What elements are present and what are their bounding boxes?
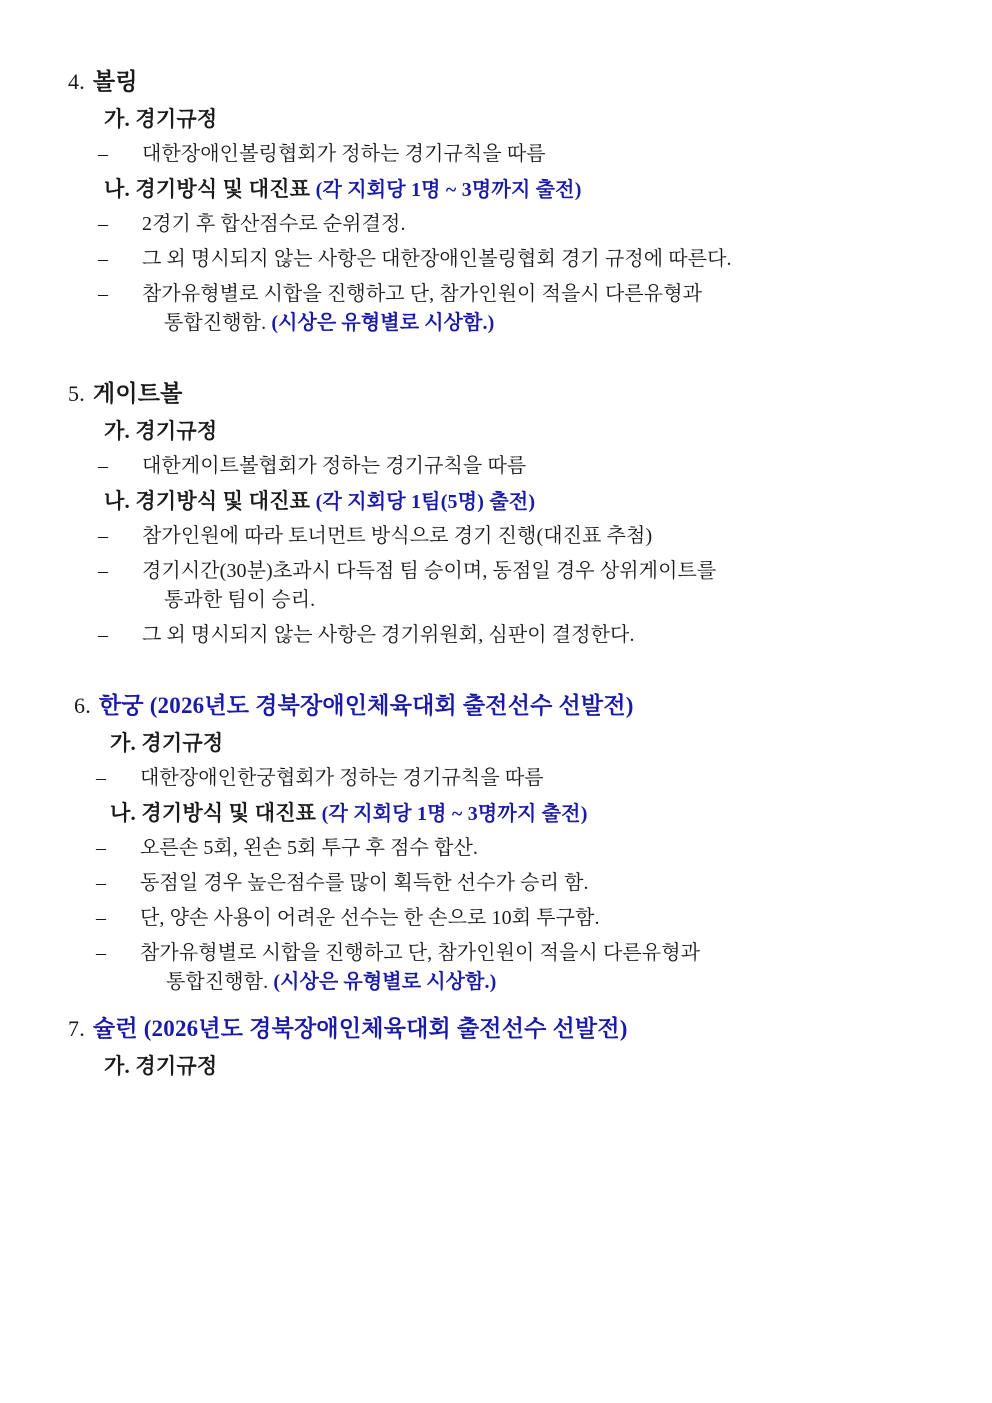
- subsection-format-heading: [60, 803, 932, 824]
- section-bowling: [60, 70, 932, 333]
- section-title-suffix: (2026년도 경북장애인체육대회 출전선수 선발전): [143, 1016, 628, 1041]
- subsection-format-heading: [60, 179, 932, 200]
- subsection-rules-label: 가. 경기규정: [110, 731, 224, 755]
- subsection-rules-heading: [60, 1056, 932, 1077]
- list-item: [60, 526, 932, 546]
- dash-bullet-icon: –: [98, 143, 109, 165]
- list-item: [60, 873, 932, 893]
- list-item-text: 그 외 명시되지 않는 사항은 대한장애인볼링협회 경기 규정에 따른다.: [142, 248, 732, 270]
- dash-bullet-icon: –: [98, 455, 109, 477]
- list-item-text: 동점일 경우 높은점수를 많이 획득한 선수가 승리 함.: [140, 872, 589, 894]
- section-spacer: [60, 660, 932, 694]
- list-item-text: 대한장애인볼링협회가 정하는 경기규칙을 따름: [142, 143, 546, 165]
- dash-bullet-icon: –: [98, 213, 109, 235]
- subsection-rules-label: 가. 경기규정: [104, 1054, 218, 1078]
- list-item-text: 단, 양손 사용이 어려운 선수는 한 손으로 10회 투구함.: [140, 907, 600, 929]
- subsection-format-heading: [60, 491, 932, 512]
- section-heading: [60, 1017, 932, 1040]
- dash-bullet-icon: –: [96, 942, 107, 964]
- section-spacer: [60, 348, 932, 382]
- subsection-rules-heading: [60, 421, 932, 442]
- dash-bullet-icon: –: [98, 283, 109, 305]
- section-heading: [60, 694, 932, 717]
- list-item-text: 2경기 후 합산점수로 순위결정.: [142, 213, 406, 235]
- list-item: [60, 908, 932, 928]
- list-item-text: 대한게이트볼협회가 정하는 경기규칙을 따름: [142, 455, 527, 477]
- subsection-rules-label: 가. 경기규정: [104, 107, 218, 131]
- dash-bullet-icon: –: [98, 525, 109, 547]
- dash-bullet-icon: –: [98, 560, 109, 582]
- list-item-text: 참가인원에 따라 토너먼트 방식으로 경기 진행(대진표 추첨): [142, 525, 653, 547]
- section-title-suffix: (2026년도 경북장애인체육대회 출전선수 선발전): [149, 693, 634, 718]
- section-title: 한궁: [98, 693, 144, 718]
- list-item: [60, 768, 932, 788]
- dash-bullet-icon: –: [96, 872, 107, 894]
- section-heading: [60, 382, 932, 405]
- section-gateball: [60, 382, 932, 645]
- section-index: 7.: [68, 1016, 85, 1041]
- subsection-format-label: 나. 경기방식 및 대진표: [110, 801, 317, 825]
- list-item: [60, 249, 932, 269]
- section-title: 볼링: [92, 69, 138, 94]
- list-item-text: 경기시간(30분)초과시 다득점 팀 승이며, 동점일 경우 상위게이트를: [142, 560, 717, 582]
- subsection-rules-heading: [60, 733, 932, 754]
- dash-bullet-icon: –: [96, 907, 107, 929]
- section-index: 6.: [74, 693, 91, 718]
- list-item-continuation-text: 통합진행함.: [166, 971, 269, 993]
- list-item-continuation-text: 통과한 팀이 승리.: [164, 589, 316, 611]
- subsection-format-label: 나. 경기방식 및 대진표: [104, 177, 311, 201]
- list-item: [60, 284, 932, 304]
- section-title: 슐런: [92, 1016, 138, 1041]
- subsection-format-note: (각 지회당 1팀(5명) 출전): [315, 491, 536, 513]
- list-item: [60, 214, 932, 234]
- list-item: [60, 838, 932, 858]
- list-item-text: 참가유형별로 시합을 진행하고 단, 참가인원이 적을시 다른유형과: [140, 942, 701, 964]
- list-item-text: 그 외 명시되지 않는 사항은 경기위원회, 심판이 결정한다.: [142, 624, 635, 646]
- section-shuffleboard: [60, 1017, 932, 1077]
- list-item-continuation: [60, 313, 932, 333]
- subsection-rules-heading: [60, 109, 932, 130]
- subsection-format-label: 나. 경기방식 및 대진표: [104, 489, 311, 513]
- section-title: 게이트볼: [92, 381, 183, 406]
- dash-bullet-icon: –: [98, 624, 109, 646]
- section-hangung: [60, 694, 932, 992]
- dash-bullet-icon: –: [96, 837, 107, 859]
- list-item-text: 오른손 5회, 왼손 5회 투구 후 점수 합산.: [140, 837, 478, 859]
- dash-bullet-icon: –: [98, 248, 109, 270]
- list-item-text: 대한장애인한궁협회가 정하는 경기규칙을 따름: [140, 767, 544, 789]
- list-item: [60, 625, 932, 645]
- list-item-continuation-text: 통합진행함.: [164, 312, 267, 334]
- subsection-format-note: (각 지회당 1명 ~ 3명까지 출전): [315, 179, 582, 201]
- section-heading: [60, 70, 932, 93]
- section-index: 4.: [68, 69, 85, 94]
- list-item: [60, 561, 932, 581]
- list-item: [60, 456, 932, 476]
- list-item-text: 참가유형별로 시합을 진행하고 단, 참가인원이 적을시 다른유형과: [142, 283, 703, 305]
- subsection-rules-label: 가. 경기규정: [104, 419, 218, 443]
- list-item-continuation: [60, 972, 932, 992]
- list-item-continuation: [60, 590, 932, 610]
- subsection-format-note: (각 지회당 1명 ~ 3명까지 출전): [321, 803, 588, 825]
- award-note: (시상은 유형별로 시상함.): [273, 971, 497, 993]
- award-note: (시상은 유형별로 시상함.): [271, 312, 495, 334]
- dash-bullet-icon: –: [96, 767, 107, 789]
- section-index: 5.: [68, 381, 85, 406]
- list-item: [60, 144, 932, 164]
- list-item: [60, 943, 932, 963]
